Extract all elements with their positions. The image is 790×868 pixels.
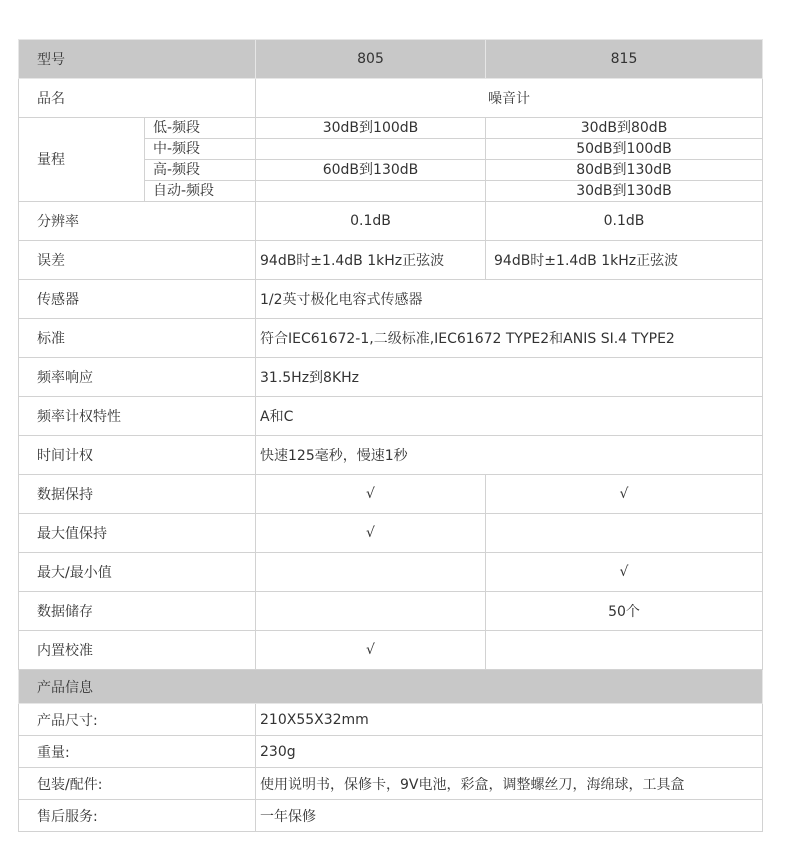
data-hold-row — [19, 475, 763, 514]
sensor-row — [19, 280, 763, 319]
row-label: 数据储存 — [19, 592, 256, 631]
value-815: 94dB时±1.4dB 1kHz正弦波 — [486, 241, 763, 280]
range-row — [19, 118, 763, 139]
name-row — [19, 79, 763, 118]
value-815: 50个 — [486, 592, 763, 631]
row-value: 使用说明书，保修卡，9V电池，彩盒，调整螺丝刀，海绵球，工具盒 — [256, 768, 763, 800]
row-label: 数据保持 — [19, 475, 256, 514]
check-815 — [486, 514, 763, 553]
freq-response-row — [19, 358, 763, 397]
model-815: 815 — [486, 40, 763, 79]
check-805: √ — [256, 631, 486, 670]
band-label: 高-频段 — [145, 160, 256, 181]
range-805: 60dB到130dB — [256, 160, 486, 181]
storage-row — [19, 592, 763, 631]
weight-row — [19, 736, 763, 768]
standard-row — [19, 319, 763, 358]
check-815: √ — [486, 475, 763, 514]
range-805 — [256, 181, 486, 202]
range-815: 80dB到130dB — [486, 160, 763, 181]
row-label: 售后服务: — [19, 800, 256, 832]
calibration-row — [19, 631, 763, 670]
row-label: 标准 — [19, 319, 256, 358]
row-value: 一年保修 — [256, 800, 763, 832]
row-label: 频率响应 — [19, 358, 256, 397]
row-value: 31.5Hz到8KHz — [256, 358, 763, 397]
row-value: 快速125毫秒，慢速1秒 — [256, 436, 763, 475]
max-hold-row — [19, 514, 763, 553]
row-label: 产品尺寸: — [19, 704, 256, 736]
row-label: 传感器 — [19, 280, 256, 319]
row-value: 1/2英寸极化电容式传感器 — [256, 280, 763, 319]
max-min-row — [19, 553, 763, 592]
row-value: 230g — [256, 736, 763, 768]
value-805 — [256, 592, 486, 631]
package-row — [19, 768, 763, 800]
check-805 — [256, 553, 486, 592]
range-805 — [256, 139, 486, 160]
band-label: 低-频段 — [145, 118, 256, 139]
band-label: 自动-频段 — [145, 181, 256, 202]
section-title: 产品信息 — [19, 670, 763, 704]
time-weighting-row — [19, 436, 763, 475]
range-815: 30dB到130dB — [486, 181, 763, 202]
row-label: 内置校准 — [19, 631, 256, 670]
service-row — [19, 800, 763, 832]
size-row — [19, 704, 763, 736]
range-label: 量程 — [19, 118, 145, 202]
range-815: 50dB到100dB — [486, 139, 763, 160]
row-label: 时间计权 — [19, 436, 256, 475]
row-label: 重量: — [19, 736, 256, 768]
range-805: 30dB到100dB — [256, 118, 486, 139]
row-label: 最大/最小值 — [19, 553, 256, 592]
value-805: 0.1dB — [256, 202, 486, 241]
row-label: 误差 — [19, 241, 256, 280]
row-label: 频率计权特性 — [19, 397, 256, 436]
value-815: 0.1dB — [486, 202, 763, 241]
check-815: √ — [486, 553, 763, 592]
row-label: 最大值保持 — [19, 514, 256, 553]
row-value: 符合IEC61672-1,二级标准,IEC61672 TYPE2和ANIS SI.4 TYPE2 — [256, 319, 763, 358]
model-805: 805 — [256, 40, 486, 79]
product-name: 噪音计 — [256, 79, 763, 118]
freq-weighting-row — [19, 397, 763, 436]
error-row — [19, 241, 763, 280]
header-row — [19, 40, 763, 79]
range-815: 30dB到80dB — [486, 118, 763, 139]
band-label: 中-频段 — [145, 139, 256, 160]
check-805: √ — [256, 475, 486, 514]
resolution-row — [19, 202, 763, 241]
check-805: √ — [256, 514, 486, 553]
spec-table — [18, 39, 763, 832]
row-label: 品名 — [19, 79, 256, 118]
row-label: 分辨率 — [19, 202, 256, 241]
row-value: A和C — [256, 397, 763, 436]
product-info-header — [19, 670, 763, 704]
model-label: 型号 — [19, 40, 256, 79]
row-value: 210X55X32mm — [256, 704, 763, 736]
check-815 — [486, 631, 763, 670]
value-805: 94dB时±1.4dB 1kHz正弦波 — [256, 241, 486, 280]
row-label: 包装/配件: — [19, 768, 256, 800]
